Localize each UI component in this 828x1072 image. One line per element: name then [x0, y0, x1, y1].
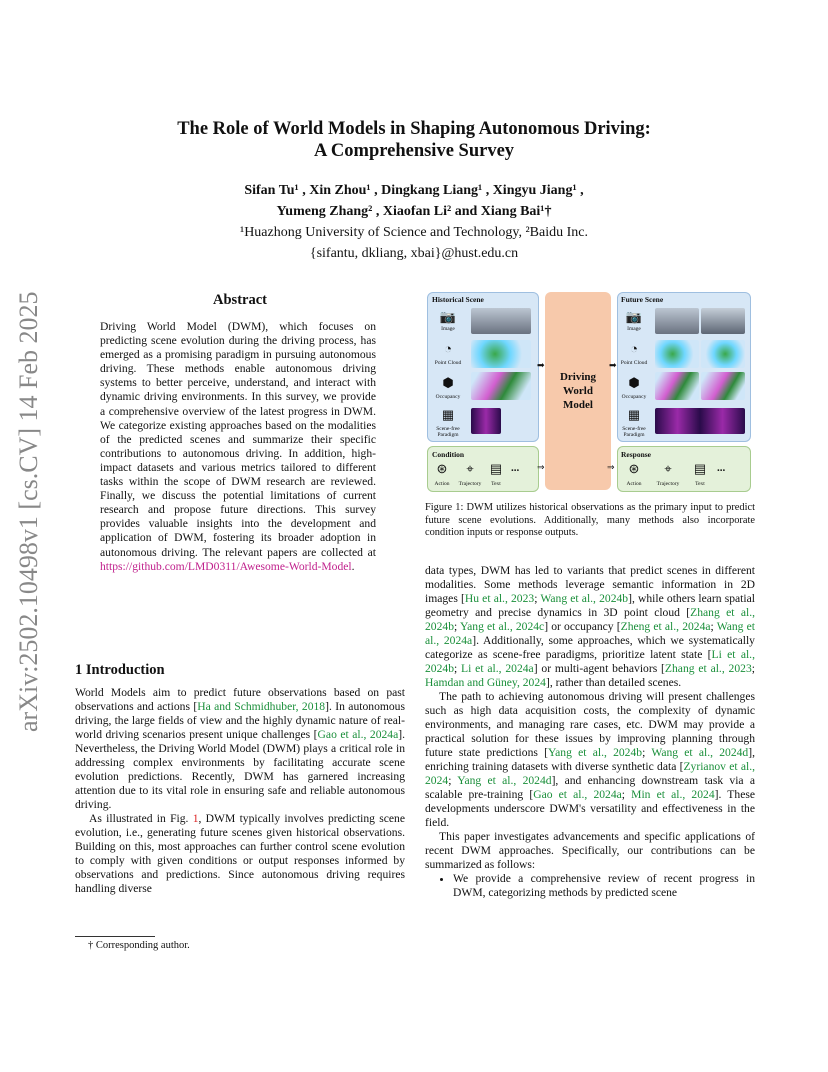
text-span: ], enriching training datasets with diverse synthetic data [ — [425, 746, 755, 773]
text-icon: ▤ — [693, 461, 707, 476]
text-span: , DWM typically involves predicting scene evolution, i.e., generating future scenes given historical observations. Building on this, most approaches can further control scene evolution to comply with given conditions or output responses informed by observations and predictions. Since autonomous driving requires handling diverse — [75, 812, 405, 895]
future-occupancy-thumb — [655, 372, 699, 400]
future-occupancy-thumb — [701, 372, 745, 400]
label-trajectory: Trajectory — [458, 481, 482, 487]
section-heading-introduction: 1 Introduction — [75, 662, 165, 678]
label-occupancy: Occupancy — [435, 394, 461, 400]
trajectory-icon: ⌖ — [466, 461, 474, 476]
future-scenefree-thumb — [655, 408, 745, 434]
text-span: ], while others learn spatial geometry and precise dynamics in 3D point cloud [ — [425, 592, 755, 619]
authors-line-1: Sifan Tu¹ , Xin Zhou¹ , Dingkang Liang¹ , Xingyu Jiang¹ , — [244, 183, 584, 198]
citation[interactable]: Hamdan and Güney, 2024 — [425, 676, 546, 689]
occupancy-icon: ⬢ — [442, 375, 454, 390]
repo-link[interactable]: https://github.com/LMD0311/Awesome-World-Model — [100, 559, 352, 573]
point-cloud-icon: ◔ — [630, 341, 638, 356]
label-image: Image — [627, 326, 641, 332]
intro-text — [75, 686, 405, 896]
right-paragraph-2: The path to achieving autonomous driving will present challenges such as high data acquisition costs, the complexity of dynamic environments, and managing rare cases, etc. DWM may provide a practical solution for these issues by improving planning through future state predictions [Yang et al., 2024b; Wang et al., 2024d], enriching training datasets with diverse synthetic data [Zyrianov et al., 2024; Yang et al., 2024d], and enhancing downstream task via a scalable pre-training [Gao et al., 2024a; Min et al., 2024]. These developments underscore DWM's versatility and effectiveness in the field. — [425, 690, 756, 829]
future-scene-label: Future Scene — [621, 295, 664, 304]
ellipsis: ... — [511, 462, 520, 474]
citation[interactable]: Hu et al., 2023 — [464, 592, 535, 605]
future-pointcloud-thumb — [655, 340, 699, 368]
citation[interactable]: Zhang et al., 2023 — [664, 662, 752, 675]
historical-occupancy-thumb — [471, 372, 531, 400]
text-span: ]. These developments underscore DWM's versatility and effectiveness in the field. — [425, 788, 755, 829]
camera-icon: 📷 — [625, 309, 643, 324]
citation[interactable]: Wang et al., 2024a — [425, 620, 755, 647]
text-span: The path to achieving autonomous driving will present challenges such as high data acquisition costs, the complexity of dynamic environments, and managing rare cases, etc. DWM may provide a practical solution for these issues by improving planning through future state predictions [ — [425, 690, 755, 759]
emails: {sifantu, dkliang, xbai}@hust.edu.cn — [309, 246, 519, 261]
future-image-thumb — [701, 308, 745, 334]
historical-scenefree-thumb — [471, 408, 501, 434]
text-span: ]. Additionally, some approaches, which we systematically categorize as scene-free paradigms, prioritize latent state [ — [425, 634, 755, 661]
citation[interactable]: Gao et al., 2024a — [317, 728, 399, 741]
figure-ref[interactable]: 1 — [192, 812, 199, 825]
double-arrow-icon: ⇒ — [607, 462, 615, 472]
ellipsis: ... — [717, 462, 726, 474]
response-label: Response — [621, 450, 652, 459]
driving-world-model-box — [545, 292, 611, 490]
text-span: ] or occupancy [ — [544, 620, 621, 633]
affiliation-text: ¹Huazhong University of Science and Technology, ²Baidu Inc. — [240, 225, 588, 240]
figure-1 — [425, 290, 755, 496]
paper-title — [0, 118, 828, 162]
text-span: ] or multi-agent behaviors [ — [533, 662, 665, 675]
intro-paragraph-2 — [75, 812, 405, 896]
camera-icon: 📷 — [439, 309, 457, 324]
citation[interactable]: Zhang et al., 2024b — [425, 606, 755, 633]
future-pointcloud-thumb — [701, 340, 745, 368]
trajectory-icon: ⌖ — [664, 461, 672, 476]
scene-free-icon: ▦ — [627, 407, 641, 422]
authors-line-2: Yumeng Zhang² , Xiaofan Li² and Xiang Bai¹† — [276, 204, 552, 219]
dwm-text-3: Model — [563, 399, 593, 411]
contributions-list — [425, 872, 755, 900]
historical-scene-label: Historical Scene — [432, 295, 484, 304]
historical-pointcloud-thumb — [471, 340, 531, 368]
citation[interactable]: Wang et al., 2024d — [651, 746, 749, 759]
footnote-rule — [75, 936, 155, 937]
citation[interactable]: Min et al., 2024 — [631, 788, 715, 801]
dwm-text-1: Driving — [559, 371, 597, 383]
text-icon: ▤ — [489, 461, 503, 476]
double-arrow-icon: ⇒ — [537, 462, 545, 472]
point-cloud-icon: ◔ — [444, 341, 452, 356]
citation[interactable]: Zheng et al., 2024a — [620, 620, 711, 633]
label-scene-free: Scene-free Paradigm — [436, 426, 460, 438]
citation[interactable]: Li et al., 2024b — [425, 648, 755, 675]
condition-label: Condition — [432, 450, 465, 459]
citation[interactable]: Yang et al., 2024d — [457, 774, 552, 787]
label-point-cloud: Point Cloud — [434, 360, 462, 366]
label-image: Image — [441, 326, 455, 332]
historical-image-thumb — [471, 308, 531, 334]
text-span: data types, DWM has led to variants that predict scenes in different modalities. Some methods leverage semantic information in 2D images [ — [425, 564, 755, 605]
authors — [0, 180, 828, 222]
label-action: Action — [626, 481, 642, 487]
citation[interactable]: Yang et al., 2024b — [547, 746, 643, 759]
citation[interactable]: Li et al., 2024a — [461, 662, 534, 675]
arrow-right-icon: ➡ — [537, 360, 545, 370]
label-text: Text — [695, 481, 705, 487]
abstract-text: Driving World Model (DWM), which focuses on predicting scene evolution during the driving process, has emerged as a promising paradigm in pursuing autonomous driving. These methods enable autonomous driving systems to better perceive, understand, and interact with dynamic driving environments. In this survey, we provide a comprehensive overview of the latest progress in DWM. We categorize existing approaches based on the modalities of the predicted scenes and summarize their specific contributions to autonomous driving. In addition, high-impact datasets and various metrics tailored to different tasks within the scope of DWM research are reviewed. Finally, we discuss the potential limitations of current research and propose future directions. This survey provides valuable insights into the development and application of DWM, fostering its broader adoption in autonomous driving. The relevant papers are collected at — [100, 320, 376, 559]
steering-wheel-icon: ⊛ — [436, 461, 448, 476]
title-line-2: A Comprehensive Survey — [313, 141, 515, 161]
text-span: As illustrated in Fig. — [89, 812, 193, 825]
right-paragraph-3: This paper investigates advancements and specific applications of recent DWM approaches. Specifically, our contributions can be summarized as follows: — [425, 830, 755, 871]
text-span: ; — [534, 592, 541, 605]
label-text: Text — [491, 481, 501, 487]
scene-free-icon: ▦ — [441, 407, 455, 422]
steering-wheel-icon: ⊛ — [628, 461, 640, 476]
affiliations — [0, 222, 828, 264]
label-trajectory: Trajectory — [656, 481, 680, 487]
dwm-text-2: World — [563, 385, 593, 397]
abstract-body — [100, 320, 376, 574]
label-occupancy: Occupancy — [621, 394, 647, 400]
text-span: ], rather than detailed scenes. — [545, 676, 682, 689]
text-span: ]. Nevertheless, the Driving World Model (DWM) plays a critical role in addressing complex environments by facilitating accurate scene evolution predictions. Recently, DWM has garnered increasing attention due to its vital role in ensuring safe and reliable autonomous driving. — [75, 728, 406, 811]
figure-caption: Figure 1: DWM utilizes historical observations as the primary input to predict future scene evolutions. Additionally, many methods also incorporate condition inputs or response outputs. — [425, 502, 755, 539]
title-line-1: The Role of World Models in Shaping Autonomous Driving: — [177, 119, 651, 139]
arxiv-stamp: arXiv:2502.10498v1 [cs.CV] 14 Feb 2025 — [14, 291, 43, 732]
citation[interactable]: Zyrianov et al., 2024 — [425, 760, 756, 787]
list-item: • We provide a comprehensive review of recent progress in DWM, categorizing methods by predicted scene — [453, 872, 755, 900]
label-point-cloud: Point Cloud — [620, 360, 648, 366]
label-action: Action — [434, 481, 450, 487]
text-span: World Models aim to predict future observations based on past observations and actions [ — [75, 686, 405, 713]
citation[interactable]: Yang et al., 2024c — [459, 620, 545, 633]
arrow-right-icon: ➡ — [609, 360, 617, 370]
text-span: ], and enhancing downstream task via a scalable pre-training [ — [425, 774, 755, 801]
footnote: † Corresponding author. — [88, 940, 190, 951]
citation[interactable]: Gao et al., 2024a — [533, 788, 622, 801]
right-column-text — [425, 564, 755, 900]
abstract-tail: . — [351, 559, 355, 573]
right-paragraph-1: data types, DWM has led to variants that predict scenes in different modalities. Some methods leverage semantic information in 2D images [Hu et al., 2023; Wang et al., 2024b], while others learn spatial geometry and precise dynamics in 3D point cloud [Zhang et al., 2024b; Yang et al., 2024c] or occupancy [Zheng et al., 2024a; Wang et al., 2024a]. Additionally, some approaches, which we systematically categorize as scene-free paradigms, prioritize latent state [Li et al., 2024b; Li et al., 2024a] or multi-agent behaviors [Zhang et al., 2023; Hamdan and Güney, 2024], rather than detailed scenes. — [425, 564, 755, 689]
occupancy-icon: ⬢ — [628, 375, 640, 390]
citation[interactable]: Wang et al., 2024b — [540, 592, 629, 605]
citation[interactable]: Ha and Schmidhuber, 2018 — [197, 700, 326, 713]
abstract-heading: Abstract — [213, 292, 267, 308]
future-image-thumb — [655, 308, 699, 334]
intro-paragraph-1 — [75, 686, 405, 812]
label-scene-free: Scene-free Paradigm — [622, 426, 646, 438]
text-span: ]. In autonomous driving, the large fields of view and the highly dynamic nature of real-world driving scenarios present unique challenges [ — [75, 700, 405, 741]
